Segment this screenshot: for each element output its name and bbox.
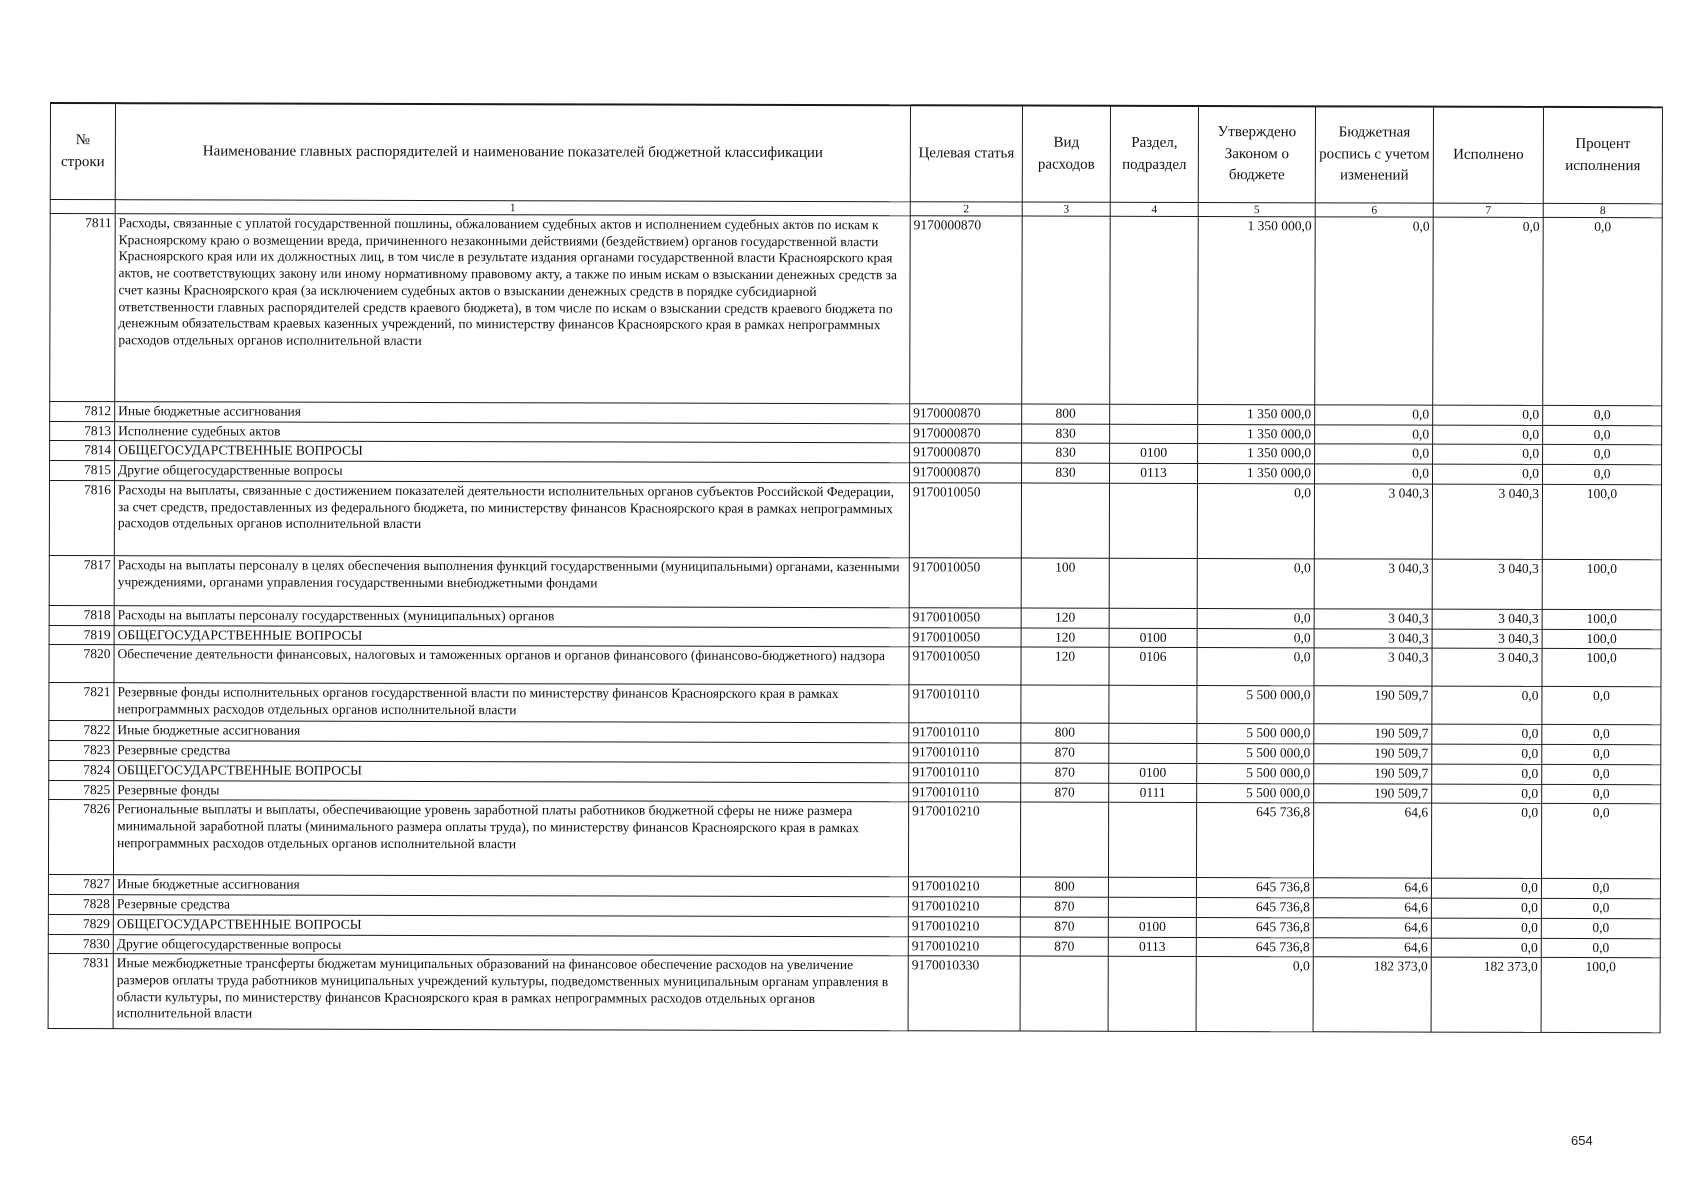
row-number: 7825 [49, 780, 114, 800]
row-executed: 0,0 [1431, 803, 1541, 878]
row-name: ОБЩЕГОСУДАРСТВЕННЫЕ ВОПРОСЫ [113, 914, 908, 936]
row-name: Иные межбюджетные трансферты бюджетам муниципальных образований на финансовое обеспечение расходов на увеличение размеров оплаты труда работников муниципальных учреждений культуры, подведомственных муниципальным органам управления в области культуры, по министерству финансов Красноярского края в рамках непрограммных расходов отдельных органов исполнительной власти [113, 954, 908, 1031]
row-section [1108, 957, 1196, 1032]
table-row [49, 683, 1661, 725]
row-expense-type: 830 [1022, 463, 1110, 483]
table-row [49, 555, 1661, 609]
row-section [1110, 424, 1198, 444]
row-name: Другие общегосударственные вопросы [113, 934, 908, 956]
row-section [1109, 608, 1197, 628]
row-approved: 0,0 [1197, 648, 1314, 686]
row-schedule: 3 040,3 [1314, 484, 1432, 559]
row-executed: 0,0 [1433, 425, 1543, 445]
row-expense-type: 870 [1021, 783, 1109, 803]
row-number: 7812 [50, 402, 115, 422]
row-number: 7817 [49, 555, 114, 605]
row-expense-type: 800 [1020, 877, 1108, 897]
row-target-code: 9170010210 [908, 917, 1020, 937]
row-schedule: 190 509,7 [1314, 744, 1432, 764]
row-schedule: 0,0 [1315, 444, 1433, 464]
row-number: 7821 [49, 683, 114, 721]
row-percent: 0,0 [1542, 725, 1661, 745]
row-expense-type: 800 [1022, 404, 1110, 424]
row-name: Иные бюджетные ассигнования [115, 402, 910, 424]
row-target-code: 9170010110 [909, 782, 1021, 802]
row-percent: 0,0 [1542, 764, 1661, 784]
row-approved: 1 350 000,0 [1198, 217, 1315, 405]
row-number: 7814 [50, 441, 115, 461]
row-executed: 0,0 [1432, 687, 1542, 725]
col-header-percent: Процент исполнения [1543, 107, 1662, 204]
row-percent: 0,0 [1541, 918, 1660, 938]
row-schedule: 64,6 [1313, 803, 1431, 878]
page-number: 654 [1571, 1133, 1593, 1148]
row-section: 0100 [1109, 628, 1197, 648]
row-schedule: 190 509,7 [1314, 764, 1432, 784]
row-target-code: 9170010050 [909, 483, 1021, 558]
row-percent: 100,0 [1541, 958, 1660, 1033]
row-number: 7828 [48, 895, 113, 915]
row-number: 7820 [49, 645, 114, 683]
col-header-no: № строки [50, 103, 115, 200]
row-section [1108, 897, 1196, 917]
row-expense-type: 870 [1020, 937, 1108, 957]
row-target-code: 9170000870 [910, 404, 1022, 424]
row-percent: 0,0 [1541, 879, 1660, 899]
row-target-code: 9170010110 [909, 763, 1021, 783]
row-percent: 0,0 [1542, 745, 1661, 765]
row-schedule: 0,0 [1315, 405, 1433, 425]
row-approved: 1 350 000,0 [1198, 464, 1315, 484]
row-executed: 0,0 [1431, 918, 1541, 938]
col-header-executed: Исполнено [1433, 107, 1543, 204]
row-target-code: 9170010050 [909, 647, 1021, 685]
row-percent: 0,0 [1543, 405, 1662, 425]
col-header-approved: Утверждено Законом о бюджете [1198, 106, 1315, 203]
row-target-code: 9170010210 [908, 877, 1020, 897]
row-section: 0113 [1108, 937, 1196, 957]
row-percent: 0,0 [1543, 425, 1662, 445]
row-schedule: 3 040,3 [1314, 648, 1432, 686]
row-target-code: 9170010110 [909, 723, 1021, 743]
row-number: 7824 [49, 760, 114, 780]
row-executed: 3 040,3 [1432, 629, 1542, 649]
row-approved: 0,0 [1197, 628, 1314, 648]
col-number: 4 [1110, 202, 1198, 216]
row-section [1108, 878, 1196, 898]
row-name: ОБЩЕГОСУДАРСТВЕННЫЕ ВОПРОСЫ [114, 625, 909, 647]
row-name: Расходы на выплаты персоналу государственных (муниципальных) органов [114, 606, 909, 628]
row-approved: 5 500 000,0 [1197, 724, 1314, 744]
row-target-code: 9170010050 [909, 558, 1021, 608]
row-target-code: 9170010330 [908, 956, 1020, 1031]
row-approved: 645 736,8 [1196, 937, 1313, 957]
row-number: 7818 [49, 605, 114, 625]
row-target-code: 9170000870 [910, 463, 1022, 483]
row-schedule: 3 040,3 [1314, 609, 1432, 629]
row-section: 0100 [1109, 763, 1197, 783]
row-section [1110, 216, 1198, 404]
row-name: ОБЩЕГОСУДАРСТВЕННЫЕ ВОПРОСЫ [115, 441, 910, 463]
row-name: Резервные фонды исполнительных органов государственной власти по министерству финансов Красноярского края в рамках непрограммных расходов отдельных органов исполнительной власти [114, 683, 909, 723]
col-number: 5 [1198, 203, 1315, 217]
row-expense-type: 120 [1021, 647, 1109, 685]
row-name: Резервные фонды [114, 780, 909, 802]
row-executed: 0,0 [1432, 764, 1542, 784]
row-section [1109, 483, 1197, 558]
row-section [1109, 724, 1197, 744]
row-section: 0106 [1109, 648, 1197, 686]
row-schedule: 182 373,0 [1313, 957, 1431, 1032]
row-schedule: 64,6 [1313, 918, 1431, 938]
row-name: ОБЩЕГОСУДАРСТВЕННЫЕ ВОПРОСЫ [114, 761, 909, 783]
row-number: 7822 [49, 721, 114, 741]
row-schedule: 3 040,3 [1314, 559, 1432, 609]
row-approved: 645 736,8 [1196, 917, 1313, 937]
row-target-code: 9170000870 [910, 216, 1022, 404]
budget-table [48, 102, 1663, 1034]
row-percent: 100,0 [1542, 629, 1661, 649]
row-expense-type: 830 [1022, 444, 1110, 464]
row-approved: 645 736,8 [1196, 803, 1313, 878]
row-schedule: 0,0 [1315, 464, 1433, 484]
row-name: Резервные средства [114, 741, 909, 763]
row-name: Расходы на выплаты персоналу в целях обеспечения выполнения функций государственными (муниципальными) органами, казенными учреждениями, органами управления государственными внебюджетными фондами [114, 556, 909, 608]
row-number: 7823 [49, 741, 114, 761]
header-row [50, 103, 1662, 204]
row-percent: 0,0 [1543, 217, 1662, 405]
col-number: 1 [115, 200, 910, 216]
row-approved: 1 350 000,0 [1198, 405, 1315, 425]
row-expense-type: 870 [1020, 917, 1108, 937]
row-number: 7829 [48, 914, 113, 934]
row-target-code: 9170010050 [909, 608, 1021, 628]
row-name: Иные бюджетные ассигнования [114, 721, 909, 743]
row-target-code: 9170010110 [909, 743, 1021, 763]
row-approved: 0,0 [1197, 608, 1314, 628]
row-approved: 645 736,8 [1196, 878, 1313, 898]
row-schedule: 190 509,7 [1314, 783, 1432, 803]
row-percent: 0,0 [1541, 938, 1660, 958]
row-executed: 3 040,3 [1432, 559, 1542, 609]
row-name: Расходы, связанные с уплатой государственной пошлины, обжалованием судебных актов и исполнением судебных актов по искам к Красноярскому краю о возмещении вреда, причиненного незаконными действиями (бездействием) органов государственной власти Красноярского края или их должностных лиц, в том числе в результате издания органами государственной власти Красноярского края актов, не соответствующих закону или иному нормативному правовому акту, а также по иным искам о взыскании денежных средств за счет казны Красноярского края (за исключением судебных актов о взыскании денежных средств в порядке субсидиарной ответственности главных распорядителей средств краевого бюджета), в том числе по искам о взыскании средств краевого бюджета по денежным обязательствам краевых казенных учреждений, по министерству финансов Красноярского края в рамках непрограммных расходов отдельных органов исполнительной власти [115, 214, 910, 404]
row-expense-type [1020, 956, 1108, 1031]
row-executed: 0,0 [1432, 725, 1542, 745]
row-expense-type: 830 [1022, 424, 1110, 444]
row-target-code: 9170010210 [908, 897, 1020, 917]
row-expense-type [1022, 216, 1110, 404]
row-approved: 0,0 [1197, 483, 1314, 558]
row-expense-type: 120 [1021, 628, 1109, 648]
row-expense-type: 120 [1021, 608, 1109, 628]
row-expense-type [1020, 802, 1108, 877]
row-schedule: 190 509,7 [1314, 724, 1432, 744]
row-expense-type: 870 [1020, 897, 1108, 917]
row-name: Обеспечение деятельности финансовых, налоговых и таможенных органов и органов финансового (финансово-бюджетного) надзора [114, 645, 909, 685]
table-row [48, 954, 1660, 1033]
row-approved: 1 350 000,0 [1198, 424, 1315, 444]
col-header-section: Раздел, подраздел [1110, 106, 1198, 203]
row-executed: 0,0 [1432, 744, 1542, 764]
row-approved: 5 500 000,0 [1197, 744, 1314, 764]
col-number: 7 [1433, 203, 1543, 217]
row-target-code: 9170010210 [908, 802, 1020, 877]
col-number: 3 [1022, 202, 1110, 216]
row-executed: 0,0 [1431, 898, 1541, 918]
row-expense-type: 800 [1021, 723, 1109, 743]
row-number: 7813 [50, 421, 115, 441]
row-number: 7826 [48, 800, 113, 875]
row-number: 7811 [50, 214, 115, 402]
row-executed: 0,0 [1432, 784, 1542, 804]
row-schedule: 190 509,7 [1314, 686, 1432, 724]
row-percent: 0,0 [1542, 687, 1661, 725]
row-approved: 0,0 [1196, 957, 1313, 1032]
row-section [1108, 803, 1196, 878]
col-number: 8 [1543, 203, 1662, 217]
table-row [49, 480, 1661, 559]
row-executed: 0,0 [1431, 938, 1541, 958]
row-expense-type: 870 [1021, 763, 1109, 783]
row-section [1109, 686, 1197, 724]
row-section: 0111 [1109, 783, 1197, 803]
row-executed: 0,0 [1433, 405, 1543, 425]
row-number: 7815 [50, 461, 115, 481]
col-header-target: Целевая статья [910, 105, 1022, 202]
row-executed: 3 040,3 [1432, 609, 1542, 629]
table-row [49, 645, 1661, 687]
row-executed: 182 373,0 [1431, 957, 1541, 1032]
row-approved: 645 736,8 [1196, 898, 1313, 918]
row-section [1109, 558, 1197, 608]
row-expense-type: 870 [1021, 743, 1109, 763]
row-name: Расходы на выплаты, связанные с достижением показателей деятельности исполнительных органов субъектов Российской Федерации, за счет средств, предоставленных из федерального бюджета, по министерству финансов Красноярского края в рамках непрограммных расходов отдельных органов исполнительной власти [114, 481, 909, 558]
row-schedule: 64,6 [1313, 937, 1431, 957]
col-header-schedule: Бюджетная роспись с учетом изменений [1315, 106, 1433, 203]
table-row [50, 214, 1662, 406]
col-number-blank [50, 200, 115, 214]
row-number: 7827 [48, 875, 113, 895]
row-expense-type [1021, 685, 1109, 723]
col-header-name: Наименование главных распорядителей и наименование показателей бюджетной классификации [115, 103, 910, 202]
row-percent: 100,0 [1542, 559, 1661, 609]
row-number: 7816 [49, 480, 114, 555]
row-number: 7819 [49, 625, 114, 645]
row-name: Иные бюджетные ассигнования [113, 875, 908, 897]
row-percent: 0,0 [1541, 898, 1660, 918]
row-target-code: 9170010050 [909, 627, 1021, 647]
row-percent: 0,0 [1542, 784, 1661, 804]
row-section [1109, 743, 1197, 763]
row-section: 0100 [1108, 917, 1196, 937]
row-schedule: 64,6 [1313, 898, 1431, 918]
row-target-code: 9170000870 [910, 423, 1022, 443]
col-number: 2 [910, 202, 1022, 216]
row-schedule: 3 040,3 [1314, 628, 1432, 648]
table-row [48, 800, 1660, 879]
col-header-expense-type: Вид расходов [1022, 106, 1110, 203]
row-percent: 0,0 [1541, 804, 1660, 879]
row-expense-type: 100 [1021, 558, 1109, 608]
row-percent: 100,0 [1542, 484, 1661, 559]
row-approved: 0,0 [1197, 558, 1314, 608]
row-number: 7831 [48, 954, 113, 1029]
row-number: 7830 [48, 934, 113, 954]
row-name: Исполнение судебных актов [115, 421, 910, 443]
row-executed: 3 040,3 [1432, 484, 1542, 559]
row-percent: 0,0 [1543, 465, 1662, 485]
row-executed: 0,0 [1433, 464, 1543, 484]
row-approved: 5 500 000,0 [1197, 686, 1314, 724]
row-percent: 100,0 [1542, 649, 1661, 687]
row-approved: 1 350 000,0 [1198, 444, 1315, 464]
row-name: Региональные выплаты и выплаты, обеспечивающие уровень заработной платы работников бюджетной сферы не ниже размера минимальной заработной платы (минимального размера оплаты труда), по министерству финансов Красноярского края в рамках непрограммных расходов отдельных органов исполнительной власти [113, 800, 908, 877]
row-name: Резервные средства [113, 895, 908, 917]
row-schedule: 0,0 [1315, 217, 1433, 405]
row-section: 0100 [1110, 444, 1198, 464]
row-section: 0113 [1110, 463, 1198, 483]
row-schedule: 64,6 [1313, 878, 1431, 898]
row-percent: 0,0 [1543, 445, 1662, 465]
row-executed: 3 040,3 [1432, 649, 1542, 687]
row-target-code: 9170010210 [908, 936, 1020, 956]
col-number: 6 [1315, 203, 1433, 217]
row-executed: 0,0 [1433, 445, 1543, 465]
row-target-code: 9170010110 [909, 685, 1021, 723]
row-name: Другие общегосударственные вопросы [115, 461, 910, 483]
row-percent: 100,0 [1542, 609, 1661, 629]
row-section [1110, 404, 1198, 424]
row-approved: 5 500 000,0 [1197, 783, 1314, 803]
row-executed: 0,0 [1431, 878, 1541, 898]
row-approved: 5 500 000,0 [1197, 763, 1314, 783]
row-executed: 0,0 [1433, 217, 1543, 405]
row-target-code: 9170000870 [910, 443, 1022, 463]
row-schedule: 0,0 [1315, 425, 1433, 445]
row-expense-type [1021, 483, 1109, 558]
